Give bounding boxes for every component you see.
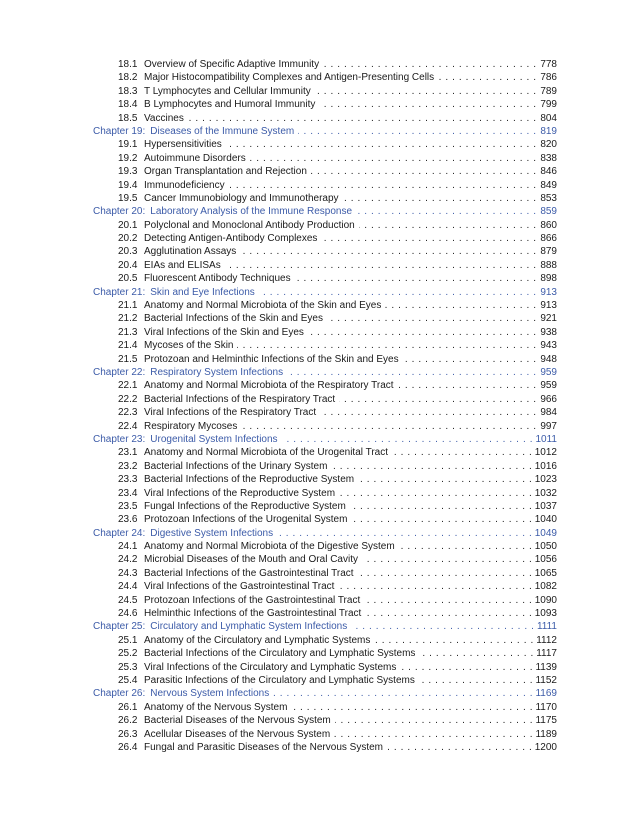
toc-section-link[interactable] [93, 219, 557, 232]
dot-leader [356, 205, 536, 218]
dot-leader [287, 366, 536, 379]
chapter-number: Chapter 20: [93, 206, 146, 218]
page-number: 913 [540, 286, 557, 298]
chapter-number: Chapter 23: [93, 433, 146, 445]
toc-section-link[interactable] [93, 406, 557, 419]
section-title: Cancer Immunobiology and Immunotherapy [144, 192, 339, 204]
dot-leader [399, 540, 532, 553]
dot-leader [374, 634, 533, 647]
section-title: Microbial Diseases of the Mouth and Oral Cavity [144, 554, 358, 566]
chapter-title: Respiratory System Infections [150, 366, 284, 378]
section-title: Viral Infections of the Circulatory and Lymphatic Systems [144, 661, 397, 673]
section-title: Fungal Infections of the Reproductive System [144, 500, 346, 512]
toc-section-link[interactable] [93, 647, 557, 660]
section-title: Viral Infections of the Respiratory Tract [144, 407, 317, 419]
toc-section-link[interactable] [93, 58, 557, 71]
toc-section-link[interactable] [93, 674, 557, 687]
page-number: 789 [540, 85, 557, 97]
dot-leader [392, 446, 532, 459]
section-title: Mycoses of the Skin [144, 340, 234, 352]
chapter-number: Chapter 21: [93, 286, 146, 298]
dot-leader [282, 433, 533, 446]
section-number: 18.1 [118, 59, 138, 70]
page-number: 913 [540, 300, 557, 312]
dot-leader [331, 460, 531, 473]
section-title: Protozoan Infections of the Urogenital System [144, 514, 348, 526]
section-title: Anatomy of the Nervous System [144, 701, 288, 713]
chapter-number: Chapter 19: [93, 125, 146, 137]
toc-section-link[interactable] [93, 741, 557, 754]
section-title: Viral Infections of the Reproductive System [144, 487, 336, 499]
page-number: 959 [540, 380, 557, 392]
dot-leader [419, 647, 533, 660]
section-title: EIAs and ELISAs [144, 259, 221, 271]
page-number: 997 [540, 420, 557, 432]
dot-leader [364, 594, 532, 607]
section-number: 22.1 [118, 380, 138, 392]
section-title: Organ Transplantation and Rejection [144, 166, 307, 178]
page-number: 866 [540, 233, 557, 245]
section-number: 26.1 [118, 701, 138, 713]
chapter-title: Skin and Eye Infections [150, 286, 255, 298]
toc-section-link[interactable] [93, 701, 557, 714]
section-number: 18.5 [118, 112, 138, 124]
dot-leader [237, 339, 536, 352]
toc-section-link[interactable] [93, 232, 557, 245]
page-number: 838 [540, 152, 557, 164]
section-title: Anatomy and Normal Microbiota of the Digestive System [144, 541, 395, 553]
section-number: 23.4 [118, 487, 138, 499]
section-number: 21.1 [118, 300, 138, 312]
section-number: 19.4 [118, 179, 138, 191]
toc-section-link[interactable] [93, 728, 557, 741]
page-number: 948 [540, 353, 557, 365]
section-title: T Lymphocytes and Cellular Immunity [144, 85, 311, 97]
chapter-title: Urogenital System Infections [150, 433, 278, 445]
dot-leader [327, 312, 536, 325]
page-number: 879 [540, 246, 557, 258]
section-number: 24.2 [118, 554, 138, 566]
section-title: Hypersensitivities [144, 139, 222, 151]
toc-section-link[interactable] [93, 112, 557, 125]
toc-section-link[interactable] [93, 312, 557, 325]
toc-section-link[interactable] [93, 379, 557, 392]
toc-section-link[interactable] [93, 272, 557, 285]
page-number: 1175 [535, 715, 557, 727]
section-number: 19.3 [118, 166, 138, 178]
section-number: 20.1 [118, 219, 138, 231]
toc-chapter-link[interactable] [93, 205, 557, 218]
dot-leader [387, 741, 532, 754]
section-number: 26.3 [118, 728, 138, 740]
page-number: 846 [540, 166, 557, 178]
dot-leader [362, 553, 532, 566]
page-number: 984 [540, 407, 557, 419]
toc-section-link[interactable] [93, 85, 557, 98]
section-title: Protozoan Infections of the Gastrointestinal Tract [144, 594, 361, 606]
toc-section-link[interactable] [93, 259, 557, 272]
section-title: Fluorescent Antibody Techniques [144, 273, 291, 285]
dot-leader [351, 620, 534, 633]
section-title: Vaccines [144, 112, 184, 124]
section-number: 26.4 [118, 741, 138, 753]
section-number: 21.3 [118, 326, 138, 338]
toc-chapter-link[interactable] [93, 433, 557, 446]
toc-section-link[interactable] [93, 714, 557, 727]
section-title: Viral Infections of the Skin and Eyes [144, 326, 304, 338]
page-number: 849 [540, 179, 557, 191]
toc-section-link[interactable] [93, 487, 557, 500]
toc-section-link[interactable] [93, 245, 557, 258]
dot-leader [403, 353, 536, 366]
dot-leader [273, 687, 532, 700]
toc-section-link[interactable] [93, 567, 557, 580]
section-number: 20.2 [118, 233, 138, 245]
page-number: 1152 [535, 674, 557, 686]
section-title: Polyclonal and Monoclonal Antibody Production [144, 219, 355, 231]
page-number: 1056 [534, 554, 557, 566]
toc-chapter-link[interactable] [93, 125, 557, 138]
dot-leader [277, 527, 532, 540]
dot-leader [438, 71, 536, 84]
section-number: 18.3 [118, 85, 138, 97]
section-number: 20.5 [118, 273, 138, 285]
section-number: 19.2 [118, 152, 138, 164]
page-number: 1032 [534, 487, 557, 499]
dot-leader [359, 219, 536, 232]
toc-section-link[interactable] [93, 420, 557, 433]
section-number: 23.1 [118, 447, 138, 459]
chapter-number: Chapter 22: [93, 366, 146, 378]
page-number: 898 [540, 273, 557, 285]
page-number: 1040 [534, 514, 557, 526]
page-number: 888 [540, 259, 557, 271]
dot-leader [308, 326, 536, 339]
page-number: 859 [540, 206, 557, 218]
dot-leader [339, 487, 532, 500]
toc-chapter-link[interactable] [93, 366, 557, 379]
dot-leader [240, 245, 536, 258]
dot-leader [323, 58, 536, 71]
section-title: Bacterial Infections of the Reproductive System [144, 474, 355, 486]
dot-leader [226, 138, 536, 151]
section-title: Autoimmune Disorders [144, 152, 246, 164]
section-number: 20.4 [118, 259, 138, 271]
dot-leader [358, 567, 532, 580]
dot-leader [320, 406, 536, 419]
section-title: Viral Infections of the Gastrointestinal Tract [144, 581, 335, 593]
dot-leader [334, 728, 532, 741]
page-number: 1189 [535, 728, 557, 740]
dot-leader [229, 179, 536, 192]
chapter-title: Diseases of the Immune System [150, 125, 295, 137]
section-number: 25.1 [118, 634, 138, 646]
dot-leader [343, 192, 536, 205]
page-number: 1090 [534, 594, 557, 606]
page-number: 1093 [534, 608, 557, 620]
toc-chapter-link[interactable] [93, 527, 557, 540]
page-number: 1169 [535, 688, 557, 700]
page-number: 1065 [534, 567, 557, 579]
section-number: 25.2 [118, 648, 138, 660]
section-number: 22.3 [118, 407, 138, 419]
section-title: Detecting Antigen-Antibody Complexes [144, 233, 318, 245]
section-title: Acellular Diseases of the Nervous System [144, 728, 331, 740]
dot-leader [241, 420, 536, 433]
section-number: 18.4 [118, 99, 138, 111]
page-number: 938 [540, 326, 557, 338]
chapter-number: Chapter 26: [93, 688, 146, 700]
toc-section-link[interactable] [93, 165, 557, 178]
section-number: 24.5 [118, 594, 138, 606]
page-number: 1012 [534, 447, 557, 459]
section-number: 24.4 [118, 581, 138, 593]
section-title: Respiratory Mycoses [144, 420, 238, 432]
toc-section-link[interactable] [93, 580, 557, 593]
toc-section-link[interactable] [93, 179, 557, 192]
section-title: Protozoan and Helminthic Infections of the Skin and Eyes [144, 353, 399, 365]
page-number: 1023 [534, 474, 557, 486]
dot-leader [351, 513, 531, 526]
page-number: 860 [540, 219, 557, 231]
page-number: 1037 [534, 500, 557, 512]
toc-section-link[interactable] [93, 71, 557, 84]
section-number: 22.2 [118, 393, 138, 405]
section-title: Anatomy of the Circulatory and Lymphatic Systems [144, 634, 371, 646]
page-number: 966 [540, 393, 557, 405]
dot-leader [311, 165, 536, 178]
toc-section-link[interactable] [93, 607, 557, 620]
section-number: 24.1 [118, 541, 138, 553]
section-number: 23.6 [118, 514, 138, 526]
toc-section-link[interactable] [93, 299, 557, 312]
toc-section-link[interactable] [93, 500, 557, 513]
section-title: Anatomy and Normal Microbiota of the Skin and Eyes [144, 300, 382, 312]
page-number: 921 [540, 313, 557, 325]
chapter-title: Circulatory and Lymphatic System Infections [150, 621, 348, 633]
dot-leader [335, 714, 533, 727]
section-number: 23.3 [118, 474, 138, 486]
dot-leader [259, 286, 536, 299]
dot-leader [319, 98, 536, 111]
dot-leader [365, 607, 531, 620]
section-number: 18.2 [118, 72, 138, 84]
section-number: 24.3 [118, 567, 138, 579]
dot-leader [358, 473, 532, 486]
section-title: Bacterial Infections of the Urinary System [144, 460, 328, 472]
page-number: 1112 [536, 634, 557, 646]
section-title: Bacterial Diseases of the Nervous System [144, 715, 331, 727]
dot-leader [315, 85, 536, 98]
section-title: Bacterial Infections of the Skin and Eyes [144, 313, 323, 325]
dot-leader [339, 393, 536, 406]
section-number: 25.4 [118, 674, 138, 686]
section-title: Parasitic Infections of the Circulatory and Lymphatic Systems [144, 674, 415, 686]
dot-leader [385, 299, 536, 312]
section-title: Fungal and Parasitic Diseases of the Nervous System [144, 741, 383, 753]
dot-leader [225, 259, 536, 272]
page-number: 1011 [535, 433, 557, 445]
page-number: 799 [540, 99, 557, 111]
toc-chapter-link[interactable] [93, 687, 557, 700]
page-number: 959 [540, 366, 557, 378]
section-number: 22.4 [118, 420, 138, 432]
toc-chapter-link[interactable] [93, 286, 557, 299]
dot-leader [291, 701, 532, 714]
page-number: 820 [540, 139, 557, 151]
toc-section-link[interactable] [93, 460, 557, 473]
page-number: 1016 [534, 460, 557, 472]
dot-leader [419, 674, 533, 687]
toc-section-link[interactable] [93, 473, 557, 486]
toc-section-link[interactable] [93, 661, 557, 674]
toc-section-link[interactable] [93, 393, 557, 406]
toc-section-link[interactable] [93, 192, 557, 205]
toc-section-link[interactable] [93, 353, 557, 366]
toc-section-link[interactable] [93, 513, 557, 526]
toc-section-link[interactable] [93, 138, 557, 151]
toc-section-link[interactable] [93, 540, 557, 553]
page-number: 804 [540, 112, 557, 124]
section-number: 20.3 [118, 246, 138, 258]
section-number: 21.4 [118, 340, 138, 352]
section-title: Bacterial Infections of the Gastrointestinal Tract [144, 567, 354, 579]
page-number: 1170 [535, 701, 557, 713]
section-title: Immunodeficiency [144, 179, 225, 191]
section-title: Bacterial Infections of the Respiratory Tract [144, 393, 336, 405]
section-number: 19.5 [118, 192, 138, 204]
page-number: 1111 [536, 621, 557, 633]
section-number: 23.2 [118, 460, 138, 472]
page-number: 778 [540, 59, 557, 70]
dot-leader [250, 152, 536, 165]
page-number: 1117 [536, 648, 557, 660]
section-number: 26.2 [118, 715, 138, 727]
section-title: Major Histocompatibility Complexes and Antigen-Presenting Cells [144, 72, 435, 84]
page-number: 943 [540, 340, 557, 352]
section-title: Helminthic Infections of the Gastrointestinal Tract [144, 608, 362, 620]
page-number: 1200 [534, 741, 557, 753]
page-number: 786 [540, 72, 557, 84]
section-number: 23.5 [118, 500, 138, 512]
dot-leader [295, 272, 536, 285]
section-title: Anatomy and Normal Microbiota of the Urogenital Tract [144, 447, 388, 459]
toc-section-link[interactable] [93, 98, 557, 111]
section-title: B Lymphocytes and Humoral Immunity [144, 99, 316, 111]
toc-section-link[interactable] [93, 339, 557, 352]
section-number: 21.2 [118, 313, 138, 325]
section-number: 19.1 [118, 139, 138, 151]
dot-leader [350, 500, 532, 513]
toc-section-link[interactable] [93, 594, 557, 607]
toc-section-link[interactable] [93, 553, 557, 566]
section-number: 24.6 [118, 608, 138, 620]
toc-section-link[interactable] [93, 634, 557, 647]
section-number: 21.5 [118, 353, 138, 365]
toc-section-link[interactable] [93, 326, 557, 339]
page-number: 1049 [534, 527, 557, 539]
section-title: Anatomy and Normal Microbiota of the Respiratory Tract [144, 380, 394, 392]
page-number: 1082 [534, 581, 557, 593]
toc-chapter-link[interactable] [93, 620, 557, 633]
chapter-title: Laboratory Analysis of the Immune Response [150, 206, 353, 218]
section-title: Overview of Specific Adaptive Immunity [144, 59, 320, 70]
chapter-number: Chapter 24: [93, 527, 146, 539]
dot-leader [398, 379, 536, 392]
toc-section-link[interactable] [93, 446, 557, 459]
dot-leader [321, 232, 536, 245]
chapter-title: Digestive System Infections [150, 527, 274, 539]
section-title: Bacterial Infections of the Circulatory and Lymphatic Systems [144, 648, 416, 660]
section-title: Agglutination Assays [144, 246, 237, 258]
chapter-number: Chapter 25: [93, 621, 146, 633]
page-number: 819 [540, 125, 557, 137]
dot-leader [338, 580, 531, 593]
table-of-contents [93, 58, 557, 754]
page-number: 1050 [534, 541, 557, 553]
page-number: 853 [540, 192, 557, 204]
page-number: 1139 [535, 661, 557, 673]
chapter-title: Nervous System Infections [150, 688, 270, 700]
dot-leader [188, 112, 536, 125]
section-number: 25.3 [118, 661, 138, 673]
toc-section-link[interactable] [93, 152, 557, 165]
dot-leader [298, 125, 536, 138]
dot-leader [400, 661, 532, 674]
